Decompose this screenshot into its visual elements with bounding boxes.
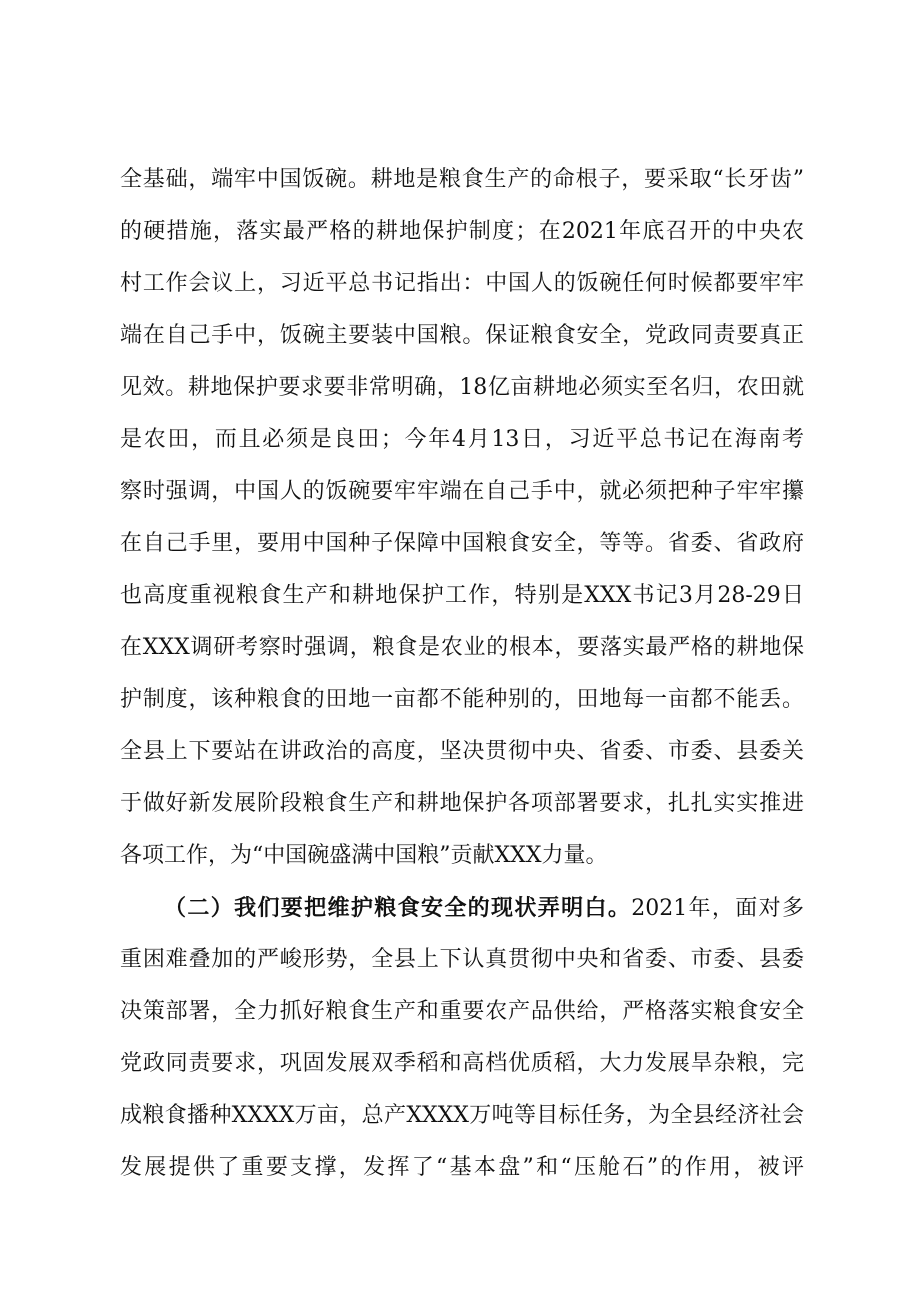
section-heading-line bbox=[164, 888, 804, 928]
text-line: 在自己手里，要用中国种子保障中国粮食安全，等等。省委、省政府 bbox=[120, 531, 804, 556]
text-line: 察时强调，中国人的饭碗要牢牢端在自己手中，就必须把种子牢牢攥 bbox=[120, 479, 804, 504]
heading-line-rest: 2021年，面对多 bbox=[631, 896, 804, 921]
text-line: 在XXX调研考察时强调，粮食是农业的根本，要落实最严格的耕地保 bbox=[120, 635, 804, 660]
text-line: 的硬措施，落实最严格的耕地保护制度；在2021年底召开的中央农 bbox=[120, 219, 804, 244]
text-line: 护制度，该种粮食的田地一亩都不能种别的，田地每一亩都不能丢。 bbox=[120, 687, 804, 712]
text-line: 各项工作，为“中国碗盛满中国粮”贡献XXX力量。 bbox=[120, 843, 608, 868]
text-line: 党政同责要求，巩固发展双季稻和高档优质稻，大力发展旱杂粮，完 bbox=[120, 1051, 804, 1076]
text-line: 端在自己手中，饭碗主要装中国粮。保证粮食安全，党政同责要真正 bbox=[120, 323, 804, 348]
text-line: 决策部署，全力抓好粮食生产和重要农产品供给，严格落实粮食安全 bbox=[120, 999, 804, 1024]
text-line: 发展提供了重要支撑，发挥了“基本盘”和“压舱石”的作用，被评 bbox=[120, 1155, 804, 1180]
text-line: 全县上下要站在讲政治的高度，坚决贯彻中央、省委、市委、县委关 bbox=[120, 739, 804, 764]
text-line: 也高度重视粮食生产和耕地保护工作，特别是XXX书记3月28-29日 bbox=[120, 583, 804, 608]
text-line: 见效。耕地保护要求要非常明确，18亿亩耕地必须实至名归，农田就 bbox=[120, 375, 804, 400]
text-line: 于做好新发展阶段粮食生产和耕地保护各项部署要求，扎扎实实推进 bbox=[120, 791, 804, 816]
text-line: 重困难叠加的严峻形势，全县上下认真贯彻中央和省委、市委、县委 bbox=[120, 947, 804, 972]
text-line: 全基础，端牢中国饭碗。耕地是粮食生产的命根子，要采取“长牙齿” bbox=[120, 167, 804, 192]
text-line: 村工作会议上，习近平总书记指出：中国人的饭碗任何时候都要牢牢 bbox=[120, 271, 804, 296]
text-line: 成粮食播种XXXX万亩，总产XXXX万吨等目标任务，为全县经济社会 bbox=[120, 1103, 804, 1128]
text-line: 是农田，而且必须是良田；今年4月13日，习近平总书记在海南考 bbox=[120, 427, 804, 452]
section-heading: （二）我们要把维护粮食安全的现状弄明白。 bbox=[164, 895, 632, 921]
